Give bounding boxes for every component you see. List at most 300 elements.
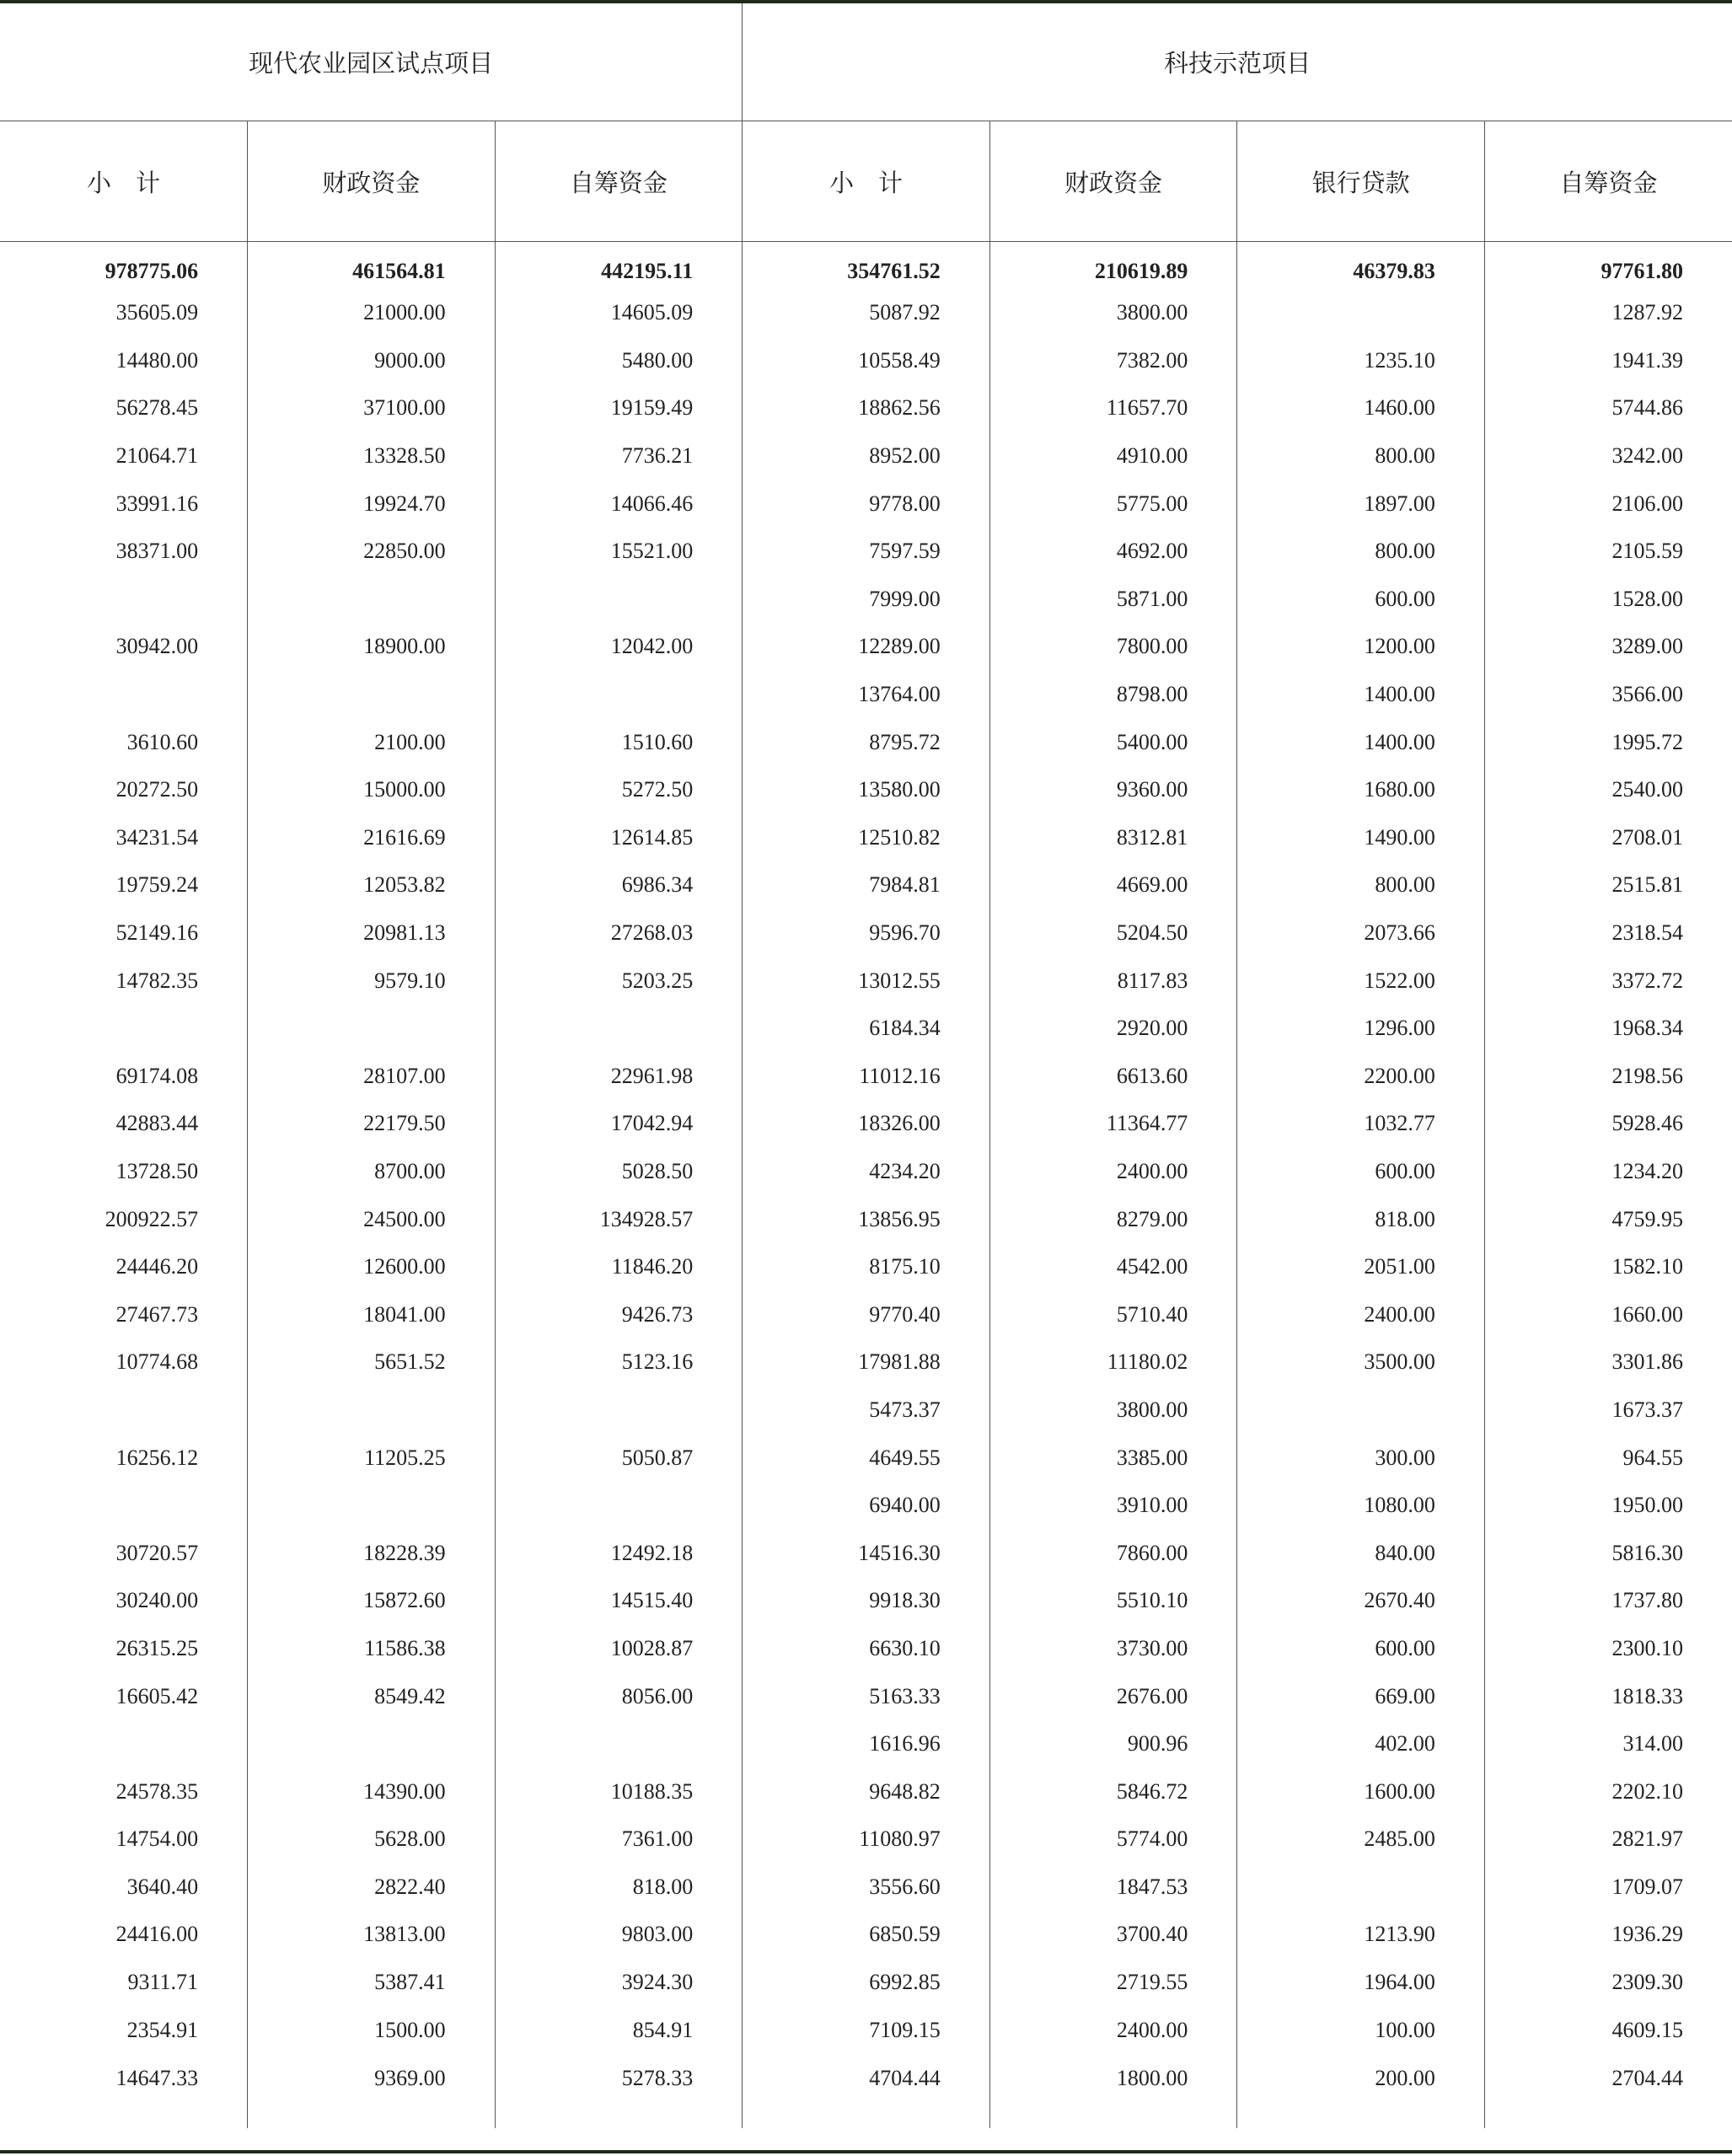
table-cell bbox=[495, 1720, 743, 1768]
table-cell: 13580.00 bbox=[743, 766, 990, 814]
column-header: 财政资金 bbox=[989, 121, 1237, 242]
table-cell: 2400.00 bbox=[989, 2006, 1237, 2054]
table-cell: 24500.00 bbox=[248, 1195, 496, 1243]
table-cell: 9369.00 bbox=[248, 2054, 496, 2128]
table-cell: 2670.40 bbox=[1237, 1577, 1485, 1625]
table-cell: 900.96 bbox=[989, 1720, 1237, 1768]
table-cell: 134928.57 bbox=[495, 1195, 743, 1243]
table-row bbox=[0, 1672, 1732, 1720]
table-cell: 14782.35 bbox=[115, 968, 199, 993]
table-cell: 2822.40 bbox=[248, 1864, 496, 1912]
table-cell: 1968.34 bbox=[1484, 1005, 1732, 1053]
table-cell: 9579.10 bbox=[248, 957, 496, 1005]
table-row bbox=[0, 1053, 1732, 1101]
table-cell: 3800.00 bbox=[989, 289, 1237, 337]
table-cell: 1582.10 bbox=[1484, 1243, 1732, 1291]
column-header: 财政资金 bbox=[248, 121, 496, 242]
table-row bbox=[0, 1195, 1732, 1243]
bottom-rule bbox=[0, 2150, 1732, 2153]
total-cell: 210619.89 bbox=[989, 242, 1237, 290]
table-cell: 7999.00 bbox=[743, 576, 990, 624]
table-cell: 5775.00 bbox=[989, 480, 1237, 528]
table-cell bbox=[248, 1720, 496, 1768]
table-cell: 3556.60 bbox=[743, 1864, 990, 1912]
table-cell: 3640.40 bbox=[126, 1874, 199, 1899]
table-row bbox=[0, 1386, 1732, 1435]
table-cell: 7109.15 bbox=[743, 2006, 990, 2054]
table-cell: 4759.95 bbox=[1484, 1195, 1732, 1243]
table-cell: 2300.10 bbox=[1484, 1625, 1732, 1673]
table-cell: 12042.00 bbox=[495, 623, 743, 671]
table-cell bbox=[248, 1005, 496, 1053]
table-cell: 33991.16 bbox=[115, 491, 199, 516]
column-header: 小 计 bbox=[0, 121, 248, 242]
table-cell: 2708.01 bbox=[1484, 814, 1732, 862]
table-cell: 2309.30 bbox=[1484, 1959, 1732, 2007]
table-cell: 14605.09 bbox=[495, 289, 743, 337]
table-cell: 38371.00 bbox=[115, 539, 199, 564]
table-cell: 818.00 bbox=[1237, 1195, 1485, 1243]
table-cell bbox=[1237, 1386, 1485, 1435]
table-cell: 7361.00 bbox=[495, 1815, 743, 1864]
table-row bbox=[0, 1815, 1732, 1864]
table-cell: 7736.21 bbox=[495, 432, 743, 480]
table-cell: 13856.95 bbox=[743, 1195, 990, 1243]
table-cell: 600.00 bbox=[1237, 1148, 1485, 1196]
column-header: 小 计 bbox=[743, 121, 990, 242]
table-cell: 30720.57 bbox=[115, 1540, 199, 1565]
table-cell: 21616.69 bbox=[248, 814, 496, 862]
total-cell: 978775.06 bbox=[105, 259, 199, 283]
table-cell: 9778.00 bbox=[743, 480, 990, 528]
table-cell: 2485.00 bbox=[1237, 1815, 1485, 1864]
table-cell: 1936.29 bbox=[1484, 1911, 1732, 1959]
table-cell: 1200.00 bbox=[1237, 623, 1485, 671]
table-cell: 10028.87 bbox=[495, 1625, 743, 1673]
table-cell: 30240.00 bbox=[115, 1588, 199, 1613]
table-cell: 3372.72 bbox=[1484, 957, 1732, 1005]
table-row bbox=[0, 1577, 1732, 1625]
table-cell: 19159.49 bbox=[495, 384, 743, 432]
table-cell: 5651.52 bbox=[248, 1338, 496, 1386]
table-cell: 24446.20 bbox=[115, 1254, 199, 1279]
header-column-row bbox=[0, 121, 1732, 242]
table-cell: 1680.00 bbox=[1237, 766, 1485, 814]
table-cell: 11586.38 bbox=[248, 1625, 496, 1673]
table-row bbox=[0, 623, 1732, 671]
table-cell: 9770.40 bbox=[743, 1290, 990, 1338]
table-cell: 7597.59 bbox=[743, 528, 990, 576]
table-cell: 13728.50 bbox=[115, 1158, 199, 1183]
table-cell: 1234.20 bbox=[1484, 1148, 1732, 1196]
total-cell: 461564.81 bbox=[248, 242, 496, 290]
table-cell: 100.00 bbox=[1237, 2006, 1485, 2054]
table-cell: 8549.42 bbox=[248, 1672, 496, 1720]
table-cell: 9803.00 bbox=[495, 1911, 743, 1959]
table-cell: 10188.35 bbox=[495, 1767, 743, 1815]
table-row bbox=[0, 1100, 1732, 1148]
table-cell bbox=[495, 1005, 743, 1053]
table-cell: 3242.00 bbox=[1484, 432, 1732, 480]
total-cell: 97761.80 bbox=[1484, 242, 1732, 290]
table-cell: 2400.00 bbox=[989, 1148, 1237, 1196]
funding-table bbox=[0, 3, 1732, 2128]
table-row bbox=[0, 1911, 1732, 1959]
table-cell: 12492.18 bbox=[495, 1529, 743, 1577]
table-cell: 5871.00 bbox=[989, 576, 1237, 624]
table-row bbox=[0, 814, 1732, 862]
table-cell: 1673.37 bbox=[1484, 1386, 1732, 1435]
table-cell: 52149.16 bbox=[115, 920, 199, 946]
table-cell: 2198.56 bbox=[1484, 1053, 1732, 1101]
table-cell: 8312.81 bbox=[989, 814, 1237, 862]
column-header: 自筹资金 bbox=[495, 121, 743, 242]
table-cell: 7984.81 bbox=[743, 861, 990, 909]
table-cell: 2400.00 bbox=[1237, 1290, 1485, 1338]
table-cell: 14647.33 bbox=[115, 2065, 199, 2090]
table-row bbox=[0, 1482, 1732, 1530]
table-cell bbox=[248, 1482, 496, 1530]
table-cell: 11080.97 bbox=[743, 1815, 990, 1864]
table-cell: 2051.00 bbox=[1237, 1243, 1485, 1291]
total-row bbox=[0, 242, 1732, 290]
table-cell: 13764.00 bbox=[743, 671, 990, 719]
table-row bbox=[0, 2006, 1732, 2054]
table-cell: 300.00 bbox=[1237, 1434, 1485, 1482]
table-cell: 11846.20 bbox=[495, 1243, 743, 1291]
table-cell: 27268.03 bbox=[495, 909, 743, 957]
table-cell: 11012.16 bbox=[743, 1053, 990, 1101]
table-row bbox=[0, 766, 1732, 814]
table-cell: 24578.35 bbox=[115, 1778, 199, 1804]
table-cell: 34231.54 bbox=[115, 824, 199, 850]
table-row bbox=[0, 1434, 1732, 1482]
table-row bbox=[0, 1959, 1732, 2007]
table-cell: 1287.92 bbox=[1484, 289, 1732, 337]
table-cell: 8175.10 bbox=[743, 1243, 990, 1291]
table-cell: 8798.00 bbox=[989, 671, 1237, 719]
table-row bbox=[0, 861, 1732, 909]
table-cell: 1995.72 bbox=[1484, 718, 1732, 766]
table-cell: 14390.00 bbox=[248, 1767, 496, 1815]
table-cell: 5028.50 bbox=[495, 1148, 743, 1196]
table-cell: 2354.91 bbox=[126, 2017, 199, 2042]
table-cell: 13328.50 bbox=[248, 432, 496, 480]
table-cell bbox=[0, 1482, 248, 1530]
table-cell: 9311.71 bbox=[127, 1970, 199, 1995]
table-cell: 12053.82 bbox=[248, 861, 496, 909]
table-cell: 3924.30 bbox=[495, 1959, 743, 2007]
table-cell: 18228.39 bbox=[248, 1529, 496, 1577]
table-row bbox=[0, 1338, 1732, 1386]
table-row bbox=[0, 289, 1732, 337]
table-row bbox=[0, 1720, 1732, 1768]
table-cell: 1660.00 bbox=[1484, 1290, 1732, 1338]
table-cell bbox=[0, 1720, 248, 1768]
table-cell: 314.00 bbox=[1484, 1720, 1732, 1768]
table-cell: 2100.00 bbox=[248, 718, 496, 766]
table-cell: 1235.10 bbox=[1237, 337, 1485, 385]
table-row bbox=[0, 1625, 1732, 1673]
table-cell: 600.00 bbox=[1237, 1625, 1485, 1673]
table-body bbox=[0, 242, 1732, 2128]
table-cell: 1897.00 bbox=[1237, 480, 1485, 528]
table-cell: 19924.70 bbox=[248, 480, 496, 528]
table-cell: 840.00 bbox=[1237, 1529, 1485, 1577]
table-cell: 800.00 bbox=[1237, 861, 1485, 909]
table-cell: 1950.00 bbox=[1484, 1482, 1732, 1530]
table-cell: 6992.85 bbox=[743, 1959, 990, 2007]
table-cell: 4669.00 bbox=[989, 861, 1237, 909]
table-cell: 12289.00 bbox=[743, 623, 990, 671]
table-cell: 1500.00 bbox=[248, 2006, 496, 2054]
table-cell bbox=[0, 1386, 248, 1435]
table-cell: 42883.44 bbox=[115, 1111, 199, 1136]
table-cell: 24416.00 bbox=[115, 1922, 199, 1947]
table-cell: 9648.82 bbox=[743, 1767, 990, 1815]
table-cell: 1709.07 bbox=[1484, 1864, 1732, 1912]
table-cell: 1800.00 bbox=[989, 2054, 1237, 2128]
table-cell: 2719.55 bbox=[989, 1959, 1237, 2007]
table-cell: 17042.94 bbox=[495, 1100, 743, 1148]
table-cell: 8795.72 bbox=[743, 718, 990, 766]
table-cell: 16605.42 bbox=[115, 1683, 199, 1708]
total-cell: 46379.83 bbox=[1237, 242, 1485, 290]
table-row bbox=[0, 432, 1732, 480]
table-cell: 1400.00 bbox=[1237, 718, 1485, 766]
column-header: 自筹资金 bbox=[1484, 121, 1732, 242]
table-cell: 12600.00 bbox=[248, 1243, 496, 1291]
table-cell: 4649.55 bbox=[743, 1434, 990, 1482]
table-cell: 2515.81 bbox=[1484, 861, 1732, 909]
total-cell: 442195.11 bbox=[495, 242, 743, 290]
table-cell: 5400.00 bbox=[989, 718, 1237, 766]
table-cell: 20981.13 bbox=[248, 909, 496, 957]
table-cell: 6986.34 bbox=[495, 861, 743, 909]
table-cell: 1528.00 bbox=[1484, 576, 1732, 624]
table-cell: 5050.87 bbox=[495, 1434, 743, 1482]
table-cell: 1213.90 bbox=[1237, 1911, 1485, 1959]
table-cell: 1600.00 bbox=[1237, 1767, 1485, 1815]
table-cell: 5473.37 bbox=[743, 1386, 990, 1435]
table-cell: 17981.88 bbox=[743, 1338, 990, 1386]
table-cell: 1964.00 bbox=[1237, 1959, 1485, 2007]
table-cell bbox=[0, 576, 248, 624]
table-row bbox=[0, 384, 1732, 432]
table-cell: 22179.50 bbox=[248, 1100, 496, 1148]
table-cell: 3566.00 bbox=[1484, 671, 1732, 719]
table-cell: 5928.46 bbox=[1484, 1100, 1732, 1148]
table-row bbox=[0, 1243, 1732, 1291]
table-cell: 35605.09 bbox=[115, 300, 199, 325]
table-cell: 1737.80 bbox=[1484, 1577, 1732, 1625]
table-cell bbox=[1237, 289, 1485, 337]
table-cell bbox=[0, 1005, 248, 1053]
table-cell: 11205.25 bbox=[248, 1434, 496, 1482]
table-cell: 18041.00 bbox=[248, 1290, 496, 1338]
table-cell: 5774.00 bbox=[989, 1815, 1237, 1864]
table-cell: 13012.55 bbox=[743, 957, 990, 1005]
table-cell: 3910.00 bbox=[989, 1482, 1237, 1530]
table-cell: 14516.30 bbox=[743, 1529, 990, 1577]
table-row bbox=[0, 957, 1732, 1005]
table-cell bbox=[248, 671, 496, 719]
table-cell: 7800.00 bbox=[989, 623, 1237, 671]
table-cell: 800.00 bbox=[1237, 432, 1485, 480]
group-header-tech: 科技示范项目 bbox=[743, 3, 1732, 121]
table-row bbox=[0, 909, 1732, 957]
table-cell: 7860.00 bbox=[989, 1529, 1237, 1577]
table-cell: 8117.83 bbox=[989, 957, 1237, 1005]
table-cell: 21000.00 bbox=[248, 289, 496, 337]
table-cell: 9000.00 bbox=[248, 337, 496, 385]
table-row bbox=[0, 1148, 1732, 1196]
table-cell: 5710.40 bbox=[989, 1290, 1237, 1338]
table-cell: 27467.73 bbox=[115, 1301, 199, 1327]
table-cell: 2540.00 bbox=[1484, 766, 1732, 814]
table-cell: 37100.00 bbox=[248, 384, 496, 432]
table-row bbox=[0, 1529, 1732, 1577]
table-row bbox=[0, 1005, 1732, 1053]
table-cell: 3500.00 bbox=[1237, 1338, 1485, 1386]
table-cell: 13813.00 bbox=[248, 1911, 496, 1959]
table-cell: 6850.59 bbox=[743, 1911, 990, 1959]
table-cell bbox=[1237, 1864, 1485, 1912]
table-cell: 12614.85 bbox=[495, 814, 743, 862]
table-cell: 10774.68 bbox=[115, 1349, 199, 1375]
table-cell: 10558.49 bbox=[743, 337, 990, 385]
table-cell: 600.00 bbox=[1237, 576, 1485, 624]
table-cell bbox=[248, 1386, 496, 1435]
table-cell: 669.00 bbox=[1237, 1672, 1485, 1720]
table-cell: 16256.12 bbox=[115, 1445, 199, 1470]
table-cell: 9360.00 bbox=[989, 766, 1237, 814]
table-cell: 1616.96 bbox=[743, 1720, 990, 1768]
table-cell: 6613.60 bbox=[989, 1053, 1237, 1101]
table-cell: 2318.54 bbox=[1484, 909, 1732, 957]
table-cell: 5203.25 bbox=[495, 957, 743, 1005]
table-cell: 9918.30 bbox=[743, 1577, 990, 1625]
table-cell: 1941.39 bbox=[1484, 337, 1732, 385]
table-cell: 3800.00 bbox=[989, 1386, 1237, 1435]
table-cell: 14515.40 bbox=[495, 1577, 743, 1625]
table-cell: 1460.00 bbox=[1237, 384, 1485, 432]
table-row bbox=[0, 2054, 1732, 2128]
table-cell: 854.91 bbox=[495, 2006, 743, 2054]
table-cell: 11364.77 bbox=[989, 1100, 1237, 1148]
table-cell: 6184.34 bbox=[743, 1005, 990, 1053]
table-cell: 2073.66 bbox=[1237, 909, 1485, 957]
table-cell: 1032.77 bbox=[1237, 1100, 1485, 1148]
table-cell: 12510.82 bbox=[743, 814, 990, 862]
table-row bbox=[0, 528, 1732, 576]
table-cell: 8700.00 bbox=[248, 1148, 496, 1196]
table-cell: 9596.70 bbox=[743, 909, 990, 957]
table-row bbox=[0, 1290, 1732, 1338]
table-cell: 20272.50 bbox=[115, 777, 199, 802]
table-cell: 5510.10 bbox=[989, 1577, 1237, 1625]
table-cell: 15872.60 bbox=[248, 1577, 496, 1625]
table-cell: 11657.70 bbox=[989, 384, 1237, 432]
table-cell: 15000.00 bbox=[248, 766, 496, 814]
table-cell: 6630.10 bbox=[743, 1625, 990, 1673]
table-cell: 964.55 bbox=[1484, 1434, 1732, 1482]
table-cell: 2676.00 bbox=[989, 1672, 1237, 1720]
table-cell: 3730.00 bbox=[989, 1625, 1237, 1673]
table-cell: 28107.00 bbox=[248, 1053, 496, 1101]
table-cell: 2920.00 bbox=[989, 1005, 1237, 1053]
table-cell: 2821.97 bbox=[1484, 1815, 1732, 1864]
table-cell: 5387.41 bbox=[248, 1959, 496, 2007]
table-cell: 9426.73 bbox=[495, 1290, 743, 1338]
table-cell: 30942.00 bbox=[115, 634, 199, 659]
table-cell: 2106.00 bbox=[1484, 480, 1732, 528]
table-cell: 1818.33 bbox=[1484, 1672, 1732, 1720]
table-cell: 4542.00 bbox=[989, 1243, 1237, 1291]
total-cell: 354761.52 bbox=[743, 242, 990, 290]
table-cell: 19759.24 bbox=[115, 872, 199, 898]
table-row bbox=[0, 576, 1732, 624]
table-cell bbox=[0, 671, 248, 719]
table-cell: 5846.72 bbox=[989, 1767, 1237, 1815]
table-cell: 8056.00 bbox=[495, 1672, 743, 1720]
table-cell: 8279.00 bbox=[989, 1195, 1237, 1243]
table-cell: 22961.98 bbox=[495, 1053, 743, 1101]
table-row bbox=[0, 337, 1732, 385]
table-cell: 1510.60 bbox=[495, 718, 743, 766]
table-cell: 1080.00 bbox=[1237, 1482, 1485, 1530]
table-cell: 14066.46 bbox=[495, 480, 743, 528]
table-cell: 4910.00 bbox=[989, 432, 1237, 480]
column-header: 银行贷款 bbox=[1237, 121, 1485, 242]
table-cell: 1522.00 bbox=[1237, 957, 1485, 1005]
table-cell: 5123.16 bbox=[495, 1338, 743, 1386]
table-cell: 5744.86 bbox=[1484, 384, 1732, 432]
table-cell: 56278.45 bbox=[115, 395, 199, 421]
table-cell: 4692.00 bbox=[989, 528, 1237, 576]
table-cell: 818.00 bbox=[495, 1864, 743, 1912]
table-cell: 1296.00 bbox=[1237, 1005, 1485, 1053]
table-cell: 5204.50 bbox=[989, 909, 1237, 957]
table-row bbox=[0, 671, 1732, 719]
table-cell: 18862.56 bbox=[743, 384, 990, 432]
table-cell: 69174.08 bbox=[115, 1063, 199, 1088]
table-cell: 1490.00 bbox=[1237, 814, 1485, 862]
table-cell: 3289.00 bbox=[1484, 623, 1732, 671]
header-group-row bbox=[0, 3, 1732, 121]
table-cell: 14480.00 bbox=[115, 347, 199, 373]
table-cell: 5087.92 bbox=[743, 289, 990, 337]
table-cell: 26315.25 bbox=[115, 1635, 199, 1660]
table-cell: 21064.71 bbox=[115, 443, 199, 469]
table-row bbox=[0, 480, 1732, 528]
table-cell: 2202.10 bbox=[1484, 1767, 1732, 1815]
table-cell: 4704.44 bbox=[743, 2054, 990, 2128]
table-cell: 18326.00 bbox=[743, 1100, 990, 1148]
table-cell: 7382.00 bbox=[989, 337, 1237, 385]
table-cell bbox=[248, 576, 496, 624]
table-row bbox=[0, 718, 1732, 766]
table-cell: 800.00 bbox=[1237, 528, 1485, 576]
table-cell: 8952.00 bbox=[743, 432, 990, 480]
table-cell: 1400.00 bbox=[1237, 671, 1485, 719]
table-cell: 3610.60 bbox=[126, 729, 199, 754]
table-row bbox=[0, 1864, 1732, 1912]
table-cell: 4234.20 bbox=[743, 1148, 990, 1196]
table-cell: 22850.00 bbox=[248, 528, 496, 576]
table-cell bbox=[495, 671, 743, 719]
table-cell bbox=[495, 1482, 743, 1530]
